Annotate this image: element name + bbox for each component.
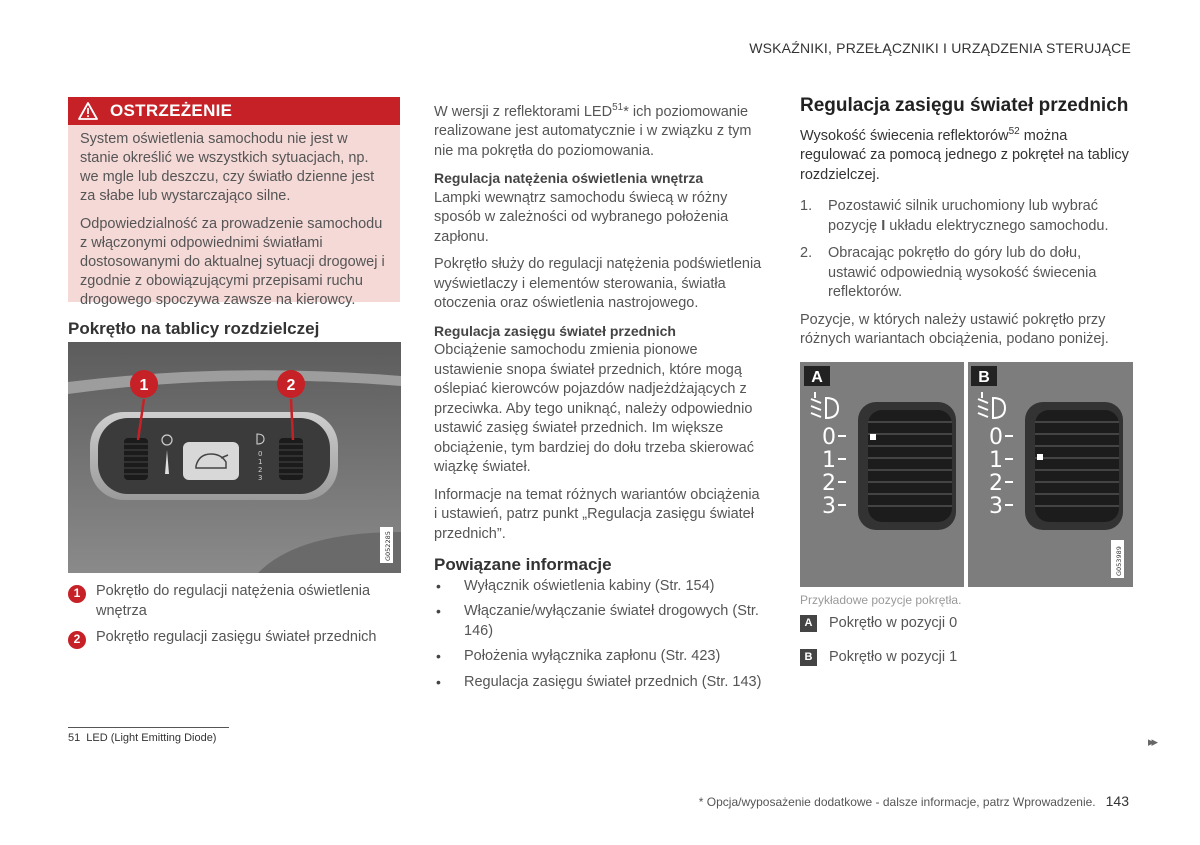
middle-column [434, 98, 766, 698]
warning-paragraph-2: Odpowiedzialność za prowadzenie samochodu z włączonymi odpowiednimi światłami dostosowanymi do aktualnej sytuacji drogowej i zgodnie z obowiązującymi przepisami ruchu drogowego spoczywa zawsze na kierowcy. [80, 216, 385, 308]
variants-info-paragraph: Informacje na temat różnych wariantów obciążenia i ustawień, patrz punkt „Regulacja zasięgu świateł przednich”. [434, 486, 760, 542]
legend-badge-a: A [800, 615, 817, 632]
callout-1-marker: 1 [139, 377, 149, 394]
positions-paragraph: Pozycje, w których należy ustawić pokrętło przy różnych wariantach obciążenia, podano poniżej. [800, 311, 1109, 348]
step-1-bold: I [881, 217, 886, 234]
callout-item-2 [68, 628, 398, 649]
step-2-number: 2. [800, 245, 813, 262]
subheading-headlight-range: Regulacja zasięgu świateł przednich [434, 322, 676, 339]
knob-positions-illustration [800, 362, 1133, 587]
step-2-text: Obracając pokrętło do góry lub do dołu, ustawić odpowiednią wysokość świecenia reflektorów. [828, 245, 1097, 301]
panel-b-scale-0: 0 [989, 425, 1003, 450]
warning-paragraph-1: System oświetlenia samochodu nie jest w stanie określić we wszystkich sytuacjach, np. we mgle lub deszczu, czy światło dzienne jest za słabe lub wystarczająco silne. [80, 131, 375, 204]
callout-text-1: Pokrętło do regulacji natężenia oświetlenia wnętrza [96, 583, 371, 619]
footnote-text: LED (Light Emitting Diode) [86, 732, 217, 744]
interior-light-paragraph-1: Lampki wewnątrz samochodu świecą w różny sposób w zależności od wybranego położenia zapłonu. [434, 189, 729, 245]
left-scale-2: 2 [258, 466, 263, 474]
legend-badge-b: B [800, 649, 817, 666]
right-column-text [800, 122, 1130, 350]
panel-a-label: A [811, 369, 823, 386]
left-image-code: G052285 [384, 531, 392, 561]
related-link-high-beam[interactable]: • Włączanie/wyłączanie świateł drogowych (Str. 146) [434, 602, 766, 641]
legend-text-b: Pokrętło w pozycji 1 [829, 648, 958, 665]
footnote-ref-51[interactable]: 51 [612, 102, 624, 113]
interior-light-paragraph-2: Pokrętło służy do regulacji natężenia podświetlenia wyświetlaczy i elementów sterowania, światła otoczenia oraz oświetlenia nastrojowego. [434, 256, 762, 312]
related-link-ignition[interactable]: • Położenia wyłącznika zapłonu (Str. 423) [434, 647, 766, 667]
callout-text-2: Pokrętło regulacji zasięgu świateł przednich [96, 629, 377, 645]
page-footer [699, 793, 1129, 809]
related-info-list [434, 577, 766, 693]
figure-caption: Przykładowe pozycje pokrętła. [800, 593, 962, 607]
right-intro-text: Wysokość świecenia reflektorów [800, 127, 1009, 144]
footnote-ref-52[interactable]: 52 [1008, 126, 1020, 137]
step-1 [800, 197, 1130, 236]
warning-title: OSTRZEŻENIE [110, 101, 233, 120]
panel-a-scale-3: 3 [822, 494, 836, 519]
legend-text-a: Pokrętło w pozycji 0 [829, 615, 958, 631]
panel-b-scale-3: 3 [989, 494, 1003, 519]
running-header: WSKAŹNIKI, PRZEŁĄCZNIKI I URZĄDZENIA STERUJĄCE [749, 40, 1131, 56]
led-intro-paragraph [434, 98, 766, 161]
left-scale-0: 0 [258, 450, 263, 458]
panel-a-scale-0: 0 [822, 425, 836, 450]
callout-badge-2: 2 [68, 631, 86, 649]
callout-2-marker: 2 [286, 377, 296, 394]
led-intro-text-rest: * ich poziomowanie realizowane jest automatycznie i w związku z tym nie ma pokrętła do poziomowania. [434, 103, 752, 159]
right-image-code: G053989 [1115, 546, 1123, 576]
page-number: 143 [1105, 793, 1129, 809]
related-link-cabin-light[interactable]: • Wyłącznik oświetlenia kabiny (Str. 154) [434, 577, 766, 597]
step-2 [800, 244, 1130, 303]
headlight-range-paragraph: Obciążenie samochodu zmienia pionowe ustawienie snopa świateł przednich, które mogą oślepiać kierowców pojazdów nadjeżdżających z przeciwka. Aby tego uniknąć, należy odpowiednio ustawić zasięg świateł przednich. Im większe obciążenie, tym bardziej do dołu trzeba skierować wiązkę świateł. [434, 342, 754, 476]
legend-item-b [800, 648, 1130, 668]
panel-b-label: B [978, 369, 990, 386]
step-1-text-rest: układu elektrycznego samochodu. [885, 217, 1109, 234]
footnote-divider [68, 727, 229, 728]
footnote-number: 51 [68, 732, 81, 744]
warning-box [68, 97, 400, 308]
callout-list [68, 582, 398, 649]
related-link-headlight-range[interactable]: • Regulacja zasięgu świateł przednich (Str. 143) [434, 673, 766, 693]
optional-note: * Opcja/wyposażenie dodatkowe - dalsze informacje, patrz Wprowadzenie. [698, 795, 1096, 809]
left-scale-3: 3 [258, 474, 263, 482]
right-intro-text-rest: można regulować za pomocą jednego z pokręteł na tablicy rozdzielczej. [800, 127, 1129, 183]
panel-a-scale-1: 1 [822, 448, 836, 473]
led-intro-text: W wersji z reflektorami LED [434, 103, 613, 120]
step-1-text: Pozostawić silnik uruchomiony lub wybrać pozycję [828, 198, 1098, 234]
callout-item-1 [68, 582, 398, 621]
step-1-number: 1. [800, 198, 813, 215]
continue-arrows-icon: ▸▸ [1148, 734, 1156, 749]
panel-a-scale-2: 2 [822, 471, 836, 496]
callout-badge-1: 1 [68, 585, 86, 603]
panel-b-scale-1: 1 [989, 448, 1003, 473]
warning-header [68, 97, 400, 125]
legend-item-a [800, 614, 1130, 634]
related-info-heading: Powiązane informacje [434, 555, 612, 575]
section-heading-headlight-range: Regulacja zasięgu świateł przednich [800, 95, 1129, 116]
right-intro-paragraph [800, 122, 1130, 185]
dashboard-knobs-illustration [68, 342, 401, 573]
steps-list [800, 197, 1130, 303]
section-heading-dashboard-knob: Pokrętło na tablicy rozdzielczej [68, 319, 320, 338]
warning-triangle-icon [78, 102, 98, 120]
position-legend [800, 614, 1130, 667]
left-scale-1: 1 [258, 458, 263, 466]
footnote [68, 732, 216, 744]
panel-b-scale-2: 2 [989, 471, 1003, 496]
subheading-interior-light: Regulacja natężenia oświetlenia wnętrza [434, 170, 704, 187]
